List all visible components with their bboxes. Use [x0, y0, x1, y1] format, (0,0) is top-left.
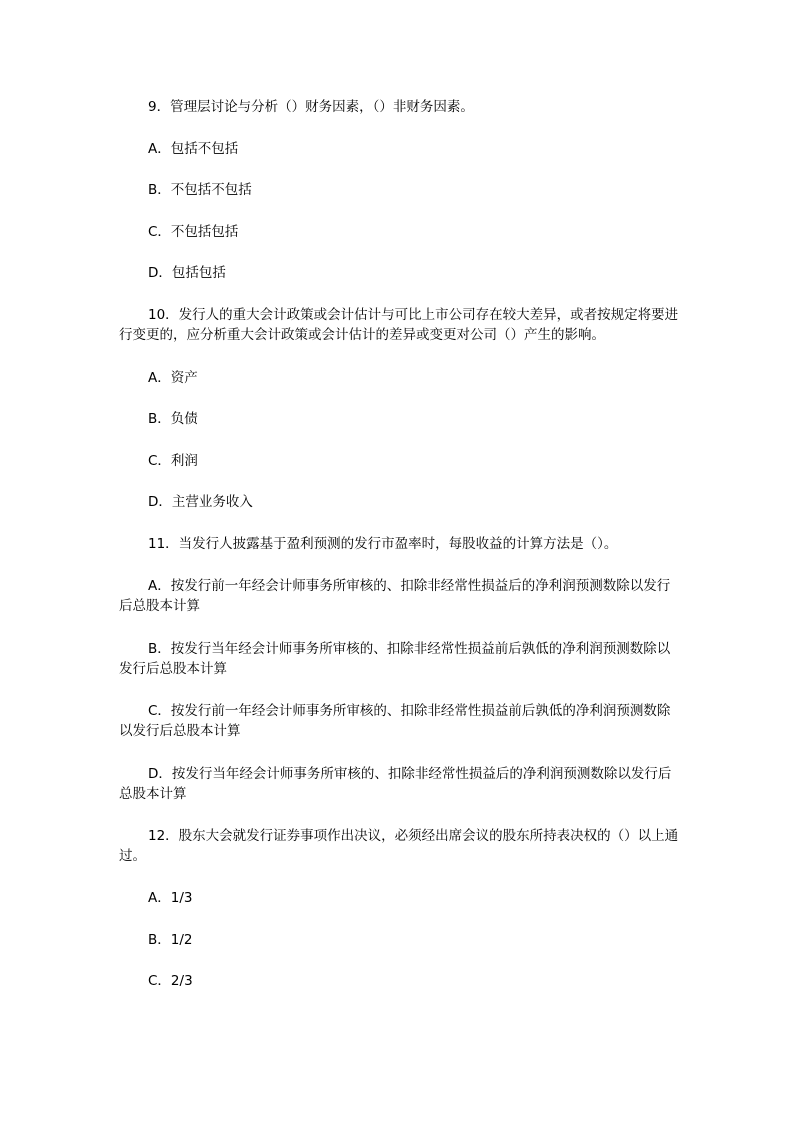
question-9-option-d: D．包括包括	[148, 265, 226, 281]
question-9-option-b: B．不包括不包括	[148, 182, 252, 198]
question-10-option-c: C．利润	[148, 453, 198, 469]
question-12-stem: 12．股东大会就发行证券事项作出决议，必须经出席会议的股东所持表决权的（）以上通过。	[119, 828, 679, 864]
question-11-option-a: A．按发行前一年经会计师事务所审核的、扣除非经常性损益后的净利润预测数除以发行后总股本计算	[119, 578, 671, 614]
question-10-option-a: A．资产	[148, 370, 198, 386]
question-9-option-a: A．包括不包括	[148, 141, 239, 157]
question-10-stem: 10．发行人的重大会计政策或会计估计与可比上市公司存在较大差异，或者按规定将要进行变更的，应分析重大会计政策或会计估计的差异或变更对公司（）产生的影响。	[119, 307, 679, 343]
question-11-option-b: B．按发行当年经会计师事务所审核的、扣除非经常性损益前后孰低的净利润预测数除以发行后总股本计算	[119, 641, 671, 677]
question-11-option-c: C．按发行前一年经会计师事务所审核的、扣除非经常性损益前后孰低的净利润预测数除以发行后总股本计算	[119, 703, 671, 739]
question-10-option-d: D．主营业务收入	[148, 494, 253, 510]
question-9-stem: 9．管理层讨论与分析（）财务因素，（）非财务因素。	[148, 99, 474, 115]
question-11-stem: 11．当发行人披露基于盈利预测的发行市盈率时，每股收益的计算方法是（）。	[148, 536, 618, 552]
question-12-option-a: A．1/3	[148, 890, 193, 906]
question-11-option-d: D．按发行当年经会计师事务所审核的、扣除非经常性损益后的净利润预测数除以发行后总股本计算	[119, 766, 672, 802]
question-10-option-b: B．负债	[148, 411, 198, 427]
question-12-option-c: C．2/3	[148, 973, 193, 989]
question-9-option-c: C．不包括包括	[148, 224, 239, 240]
question-12-option-b: B．1/2	[148, 932, 193, 948]
